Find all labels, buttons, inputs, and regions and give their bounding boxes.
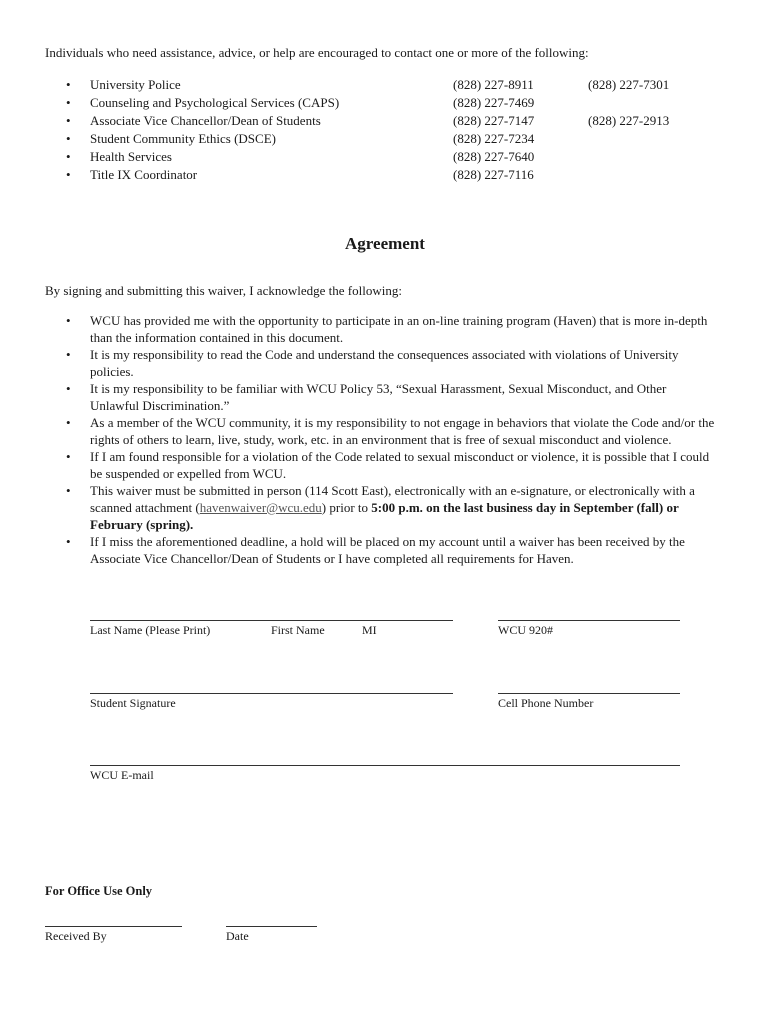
waiver-email-link[interactable]: havenwaiver@wcu.edu — [199, 500, 322, 515]
email-label: WCU E-mail — [90, 768, 154, 782]
acknowledgment-text: As a member of the WCU community, it is my responsibility to not engage in behaviors that violate the Code and/or the rights of others to learn, live, study, work, etc. in an environment that is free of sexual misconduct and violence. — [90, 415, 715, 447]
cell-phone-label: Cell Phone Number — [498, 696, 594, 710]
agreement-heading: Agreement — [345, 234, 425, 253]
contact-item — [66, 148, 706, 166]
received-by-label: Received By — [45, 929, 107, 943]
acknowledgment-text: WCU has provided me with the opportunity to participate in an on-line training program (Haven) that is more in-depth than the information contained in this document. — [90, 313, 708, 345]
intro-text: Individuals who need assistance, advice, or help are encouraged to contact one or more of the following: — [45, 45, 589, 60]
last-name-label: Last Name (Please Print) — [90, 623, 211, 637]
acknowledgment-item — [66, 346, 718, 380]
bullet-icon: • — [66, 415, 71, 430]
contact-name: Counseling and Psychological Services (CAPS) — [90, 95, 340, 110]
bullet-icon: • — [66, 167, 71, 182]
bullet-icon: • — [66, 534, 71, 549]
name-field[interactable] — [90, 620, 453, 621]
acknowledgment-text: ) prior to — [321, 500, 372, 515]
contact-phone-alt: (828) 227-7301 — [588, 77, 670, 92]
acknowledgment-item — [66, 448, 718, 482]
signature-label: Student Signature — [90, 696, 176, 710]
contact-phone: (828) 227-7469 — [453, 95, 535, 110]
deadline-text: 5:00 p.m. on the last business day in September (fall) or February (spring). — [90, 500, 679, 532]
bullet-icon: • — [66, 149, 71, 164]
bullet-icon: • — [66, 113, 71, 128]
contact-phone: (828) 227-7147 — [453, 113, 535, 128]
acknowledgment-item — [66, 533, 718, 567]
wcu-id-field[interactable] — [498, 620, 680, 621]
wcu-id-label: WCU 920# — [498, 623, 553, 637]
acknowledgment-text: This waiver must be submitted in person (114 Scott East), electronically with an e-signature, or electronically with a scanned attachment ( — [90, 483, 695, 515]
contact-item — [66, 94, 706, 112]
email-field[interactable] — [90, 765, 680, 766]
bullet-icon: • — [66, 449, 71, 464]
bullet-icon: • — [66, 95, 71, 110]
contact-name: Title IX Coordinator — [90, 167, 198, 182]
contact-item — [66, 130, 706, 148]
acknowledgment-item — [66, 482, 718, 533]
contact-phone: (828) 227-8911 — [453, 77, 534, 92]
bullet-icon: • — [66, 131, 71, 146]
contact-name: Student Community Ethics (DSCE) — [90, 131, 276, 146]
contact-name: University Police — [90, 77, 181, 92]
bullet-icon: • — [66, 483, 71, 498]
acknowledgment-item — [66, 414, 718, 448]
contact-name: Health Services — [90, 149, 172, 164]
bullet-icon: • — [66, 313, 71, 328]
contact-phone: (828) 227-7234 — [453, 131, 535, 146]
contact-name: Associate Vice Chancellor/Dean of Students — [90, 113, 321, 128]
acknowledgment-item — [66, 380, 718, 414]
contact-phone: (828) 227-7640 — [453, 149, 535, 164]
contact-item — [66, 166, 706, 184]
acknowledgment-text: If I am found responsible for a violation of the Code related to sexual misconduct or violence, it is possible that I could be suspended or expelled from WCU. — [90, 449, 710, 481]
bullet-icon: • — [66, 347, 71, 362]
bullet-icon: • — [66, 77, 71, 92]
date-field[interactable] — [226, 926, 317, 927]
contact-phone: (828) 227-7116 — [453, 167, 534, 182]
contact-item — [66, 76, 706, 94]
acknowledgment-list — [66, 312, 718, 567]
signature-field[interactable] — [90, 693, 453, 694]
acknowledgment-text: If I miss the aforementioned deadline, a hold will be placed on my account until a waiver has been received by the Associate Vice Chancellor/Dean of Students or I have completed all requirements for Haven. — [90, 534, 685, 566]
received-by-field[interactable] — [45, 926, 182, 927]
bullet-icon: • — [66, 381, 71, 396]
contact-list — [66, 76, 706, 184]
acknowledgment-lead: By signing and submitting this waiver, I acknowledge the following: — [45, 283, 402, 298]
middle-initial-label: MI — [362, 623, 377, 637]
office-use-heading: For Office Use Only — [45, 884, 153, 898]
first-name-label: First Name — [271, 623, 325, 637]
acknowledgment-text: It is my responsibility to read the Code and understand the consequences associated with violations of University policies. — [90, 347, 679, 379]
acknowledgment-text: It is my responsibility to be familiar with WCU Policy 53, “Sexual Harassment, Sexual Misconduct, and Other Unlawful Discrimination.” — [90, 381, 667, 413]
contact-phone-alt: (828) 227-2913 — [588, 113, 670, 128]
contact-item — [66, 112, 706, 130]
date-label: Date — [226, 929, 249, 943]
cell-phone-field[interactable] — [498, 693, 680, 694]
acknowledgment-item — [66, 312, 718, 346]
